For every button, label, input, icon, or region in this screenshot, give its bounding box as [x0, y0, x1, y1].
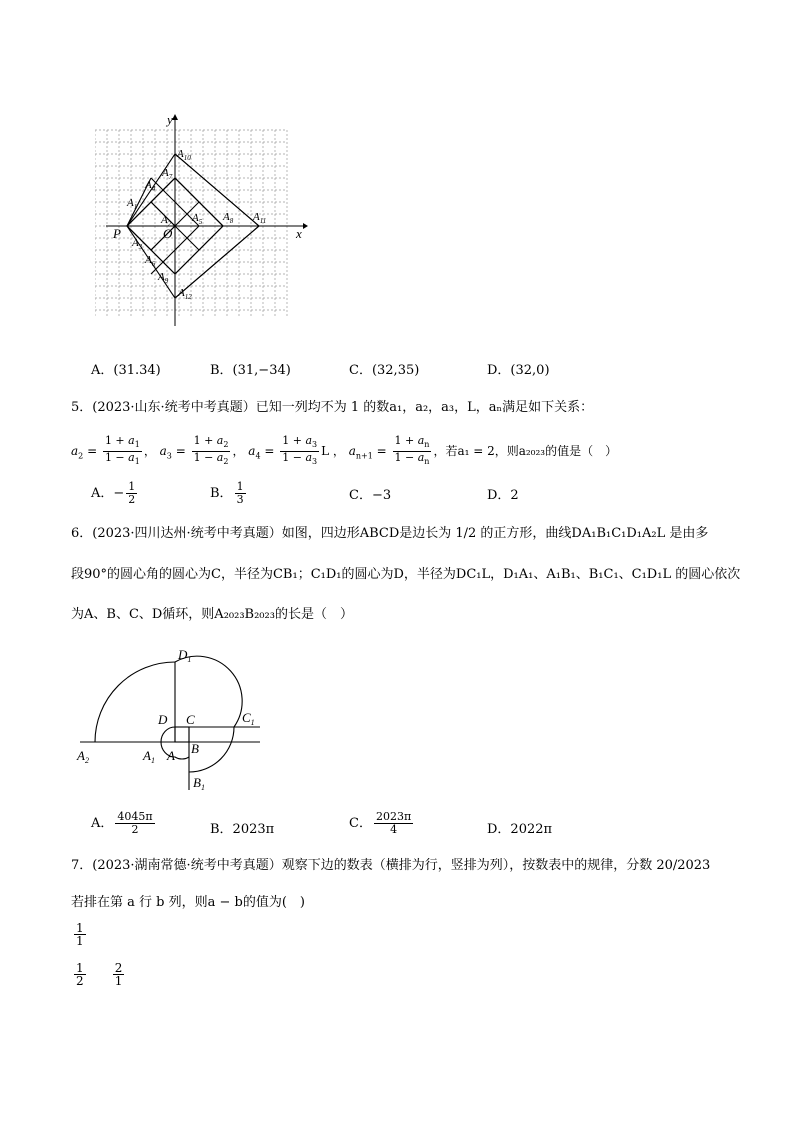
q6-option-b: B．2023π	[210, 822, 275, 837]
label-x: x	[296, 226, 302, 241]
q6-line2: 段90°的圆心角的圆心为C，半径为CB₁；C₁D₁的圆心为D，半径为DC₁L，D₁A₁、A₁B₁、B₁C₁、C₁D₁L 的圆心依次	[71, 567, 741, 582]
label-D: D	[158, 712, 168, 727]
q6-line1: 6．(2023·四川达州·统考中考真题）如图，四边形ABCD是边长为 1/2 的正方形，曲线DA₁B₁C₁D₁A₂L 是由多	[71, 526, 709, 541]
label-A7: $A_7$	[162, 167, 173, 181]
label-B1: $B_1$	[193, 775, 205, 792]
label-A3: $A_3$	[132, 237, 143, 251]
q5-relation-tail: ，若a₁ = 2，则a₂₀₂₃的值是（ ）	[433, 444, 618, 459]
q4-option-c: C．(32,35)	[349, 363, 420, 378]
q6-option-d: D．2022π	[487, 822, 553, 837]
q5-option-a: A．− $\frac{1}{2}$	[91, 480, 136, 506]
label-D1: $D_1$	[178, 647, 192, 664]
label-A11: $A_{11}$	[253, 211, 267, 225]
label-A12: $A_{12}$	[178, 287, 192, 301]
label-A9: $A_9$	[158, 271, 169, 285]
q4-option-b: B．(31,−34)	[210, 363, 291, 378]
label-O: O	[163, 226, 173, 241]
q5-option-b: B． $\frac{1}{3}$	[210, 480, 244, 506]
q7-line2: 若排在第 a 行 b 列，则a − b的值为( )	[71, 895, 305, 910]
arc-large	[95, 662, 175, 742]
label-A1: $A_1$	[127, 197, 138, 211]
q4-option-a: A．(31.34)	[91, 363, 161, 378]
label-y: y	[167, 112, 173, 127]
label-A6: $A_6$	[145, 254, 156, 268]
table-cell: $\frac{1}{1}$	[76, 921, 84, 948]
q6-option-c: C． $\frac{2023\pi}{4}$	[349, 810, 412, 836]
y-axis-arrow	[172, 114, 178, 120]
table-row	[72, 962, 126, 998]
q7-line1: 7．(2023·湖南常德·统考中考真题）观察下边的数表（横排为行，竖排为列），按数表中的规律，分数 20/2023	[71, 858, 711, 873]
q5-relation: $a_2$ = $\frac{1 + a_1}{1 - a_1}$ ， $a_3$ = $\frac{1 + a_2}{1 - a_2}$ ， $a_4$ = $\frac{1 + a_3}{1 - a_3}$ L ， $a_{n+1}$ = $\frac{1 + a_n}{1 - a_n}$ ，若a₁ = 2，则a₂₀₂₃的值是（ ）	[71, 434, 618, 467]
q6-line3: 为A、B、C、D循环，则A₂₀₂₃B₂₀₂₃的长是（ ）	[71, 607, 353, 622]
label-C1: $C_1$	[242, 710, 255, 727]
label-A10: $A_{10}$	[177, 148, 191, 162]
label-A5: $A_5$	[192, 212, 203, 226]
label-A1: $A_1$	[143, 748, 155, 765]
label-C: C	[186, 712, 195, 727]
label-B: B	[191, 741, 199, 756]
q5-option-c: C．−3	[349, 488, 392, 503]
q5-stem: 5．(2023·山东·统考中考真题）已知一列均不为 1 的数a₁，a₂，a₃，L，aₙ满足如下关系：	[71, 400, 594, 415]
label-A8: $A_8$	[223, 211, 234, 225]
table-cell: $\frac{2}{1}$	[114, 961, 123, 988]
table-row	[72, 922, 126, 958]
q5-option-d: D．2	[487, 488, 519, 503]
label-A: A	[167, 748, 175, 763]
q6-option-a: A． $\frac{4045\pi}{2}$	[91, 810, 153, 836]
table-cell: $\frac{1}{2}$	[76, 961, 84, 988]
fraction-table	[72, 922, 126, 998]
spiral-figure	[72, 640, 272, 795]
q4-option-d: D．(32,0)	[487, 363, 550, 378]
label-A2: $A_2$	[161, 214, 172, 228]
label-A2: $A_2$	[77, 748, 89, 765]
x-axis-arrow	[303, 223, 308, 229]
label-A4: $A_4$	[145, 179, 156, 193]
square-abcd	[175, 727, 189, 742]
grid-lines	[95, 130, 287, 318]
coordinate-grid-figure	[95, 112, 320, 332]
label-P: P	[113, 226, 121, 241]
